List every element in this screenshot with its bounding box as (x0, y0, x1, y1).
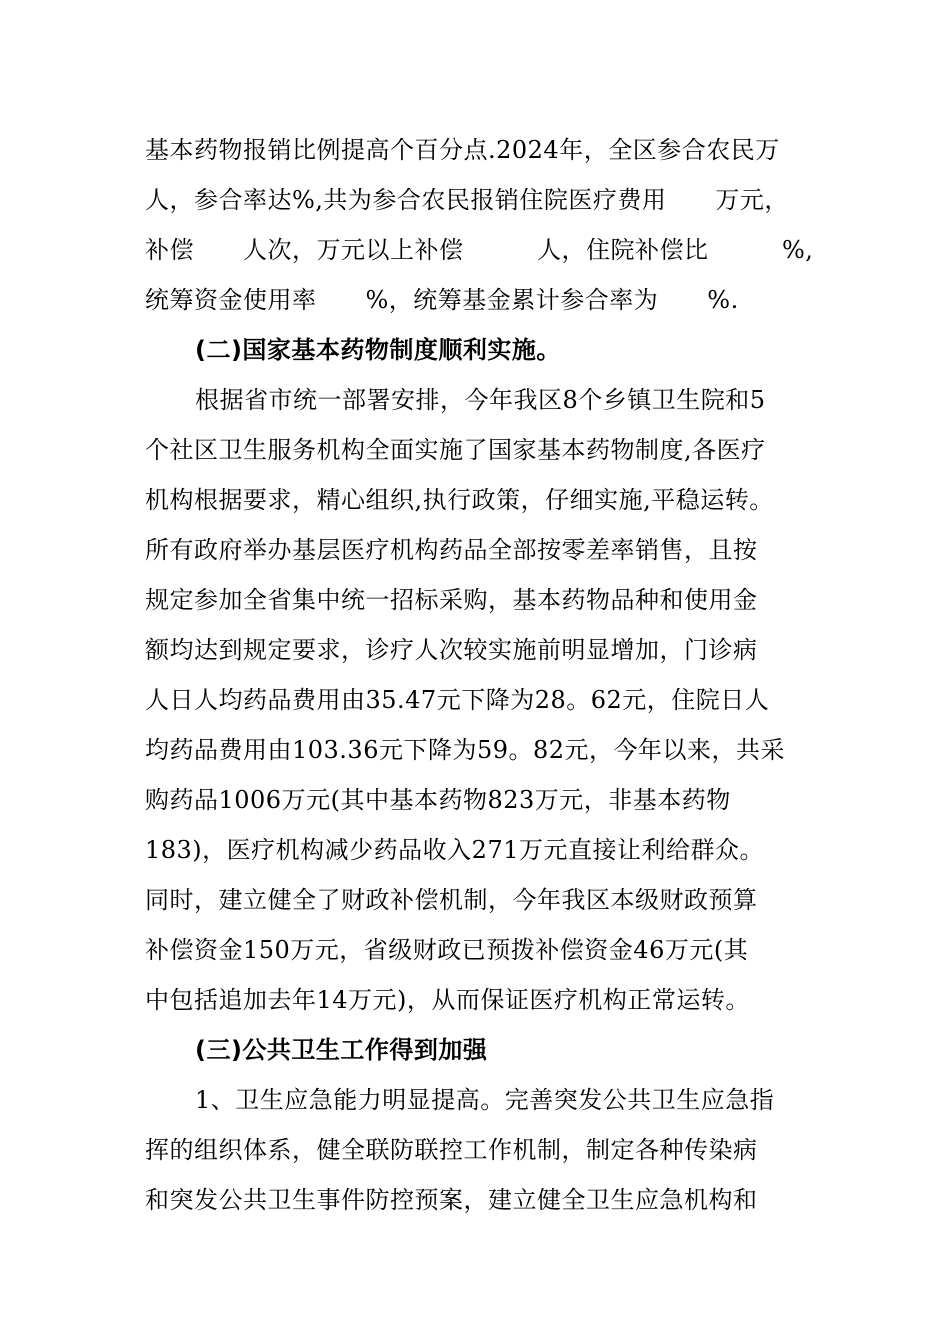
section-heading-2: (二)国家基本药物制度顺利实施。 (195, 336, 561, 364)
text-line-8: 机构根据要求，精心组织,执行政策，仔细实施,平稳运转。 (145, 486, 774, 514)
text-line-9: 所有政府举办基层医疗机构药品全部按零差率销售，且按 (145, 536, 758, 564)
text-line-2: 人，参合率达%,共为参合农民报销住院医疗费用 万元， (145, 186, 789, 214)
text-line-7: 个社区卫生服务机构全面实施了国家基本药物制度,各医疗 (145, 436, 766, 464)
text-line-18: 中包括追加去年14万元)，从而保证医疗机构正常运转。 (145, 986, 750, 1014)
text-line-22: 和突发公共卫生事件防控预案，建立健全卫生应急机构和 (145, 1186, 758, 1214)
text-line-11: 额均达到规定要求，诊疗人次较实施前明显增加，门诊病 (145, 636, 758, 664)
text-line-6: 根据省市统一部署安排，今年我区8个乡镇卫生院和5 (195, 386, 766, 414)
text-line-20: 1、卫生应急能力明显提高。完善突发公共卫生应急指 (195, 1086, 775, 1114)
text-line-15: 183)，医疗机构减少药品收入271万元直接让利给群众。 (145, 836, 764, 864)
text-line-4: 统筹资金使用率 %，统筹基金累计参合率为 %. (145, 286, 739, 314)
text-line-16: 同时，建立健全了财政补偿机制，今年我区本级财政预算 (145, 886, 758, 914)
text-line-17: 补偿资金150万元，省级财政已预拨补偿资金46万元(其 (145, 936, 749, 964)
text-line-21: 挥的组织体系，健全联防联控工作机制，制定各种传染病 (145, 1136, 758, 1164)
text-line-10: 规定参加全省集中统一招标采购，基本药物品种和使用金 (145, 586, 758, 614)
text-line-14: 购药品1006万元(其中基本药物823万元，非基本药物 (145, 786, 731, 814)
text-line-1: 基本药物报销比例提高个百分点.2024年，全区参合农民万 (145, 136, 780, 164)
text-line-3: 补偿 人次，万元以上补偿 人，住院补偿比 %, (145, 236, 814, 264)
text-line-13: 均药品费用由103.36元下降为59。82元，今年以来，共采 (145, 736, 786, 764)
text-line-12: 人日人均药品费用由35.47元下降为28。62元，住院日人 (145, 686, 770, 714)
section-heading-3: (三)公共卫生工作得到加强 (195, 1036, 488, 1064)
